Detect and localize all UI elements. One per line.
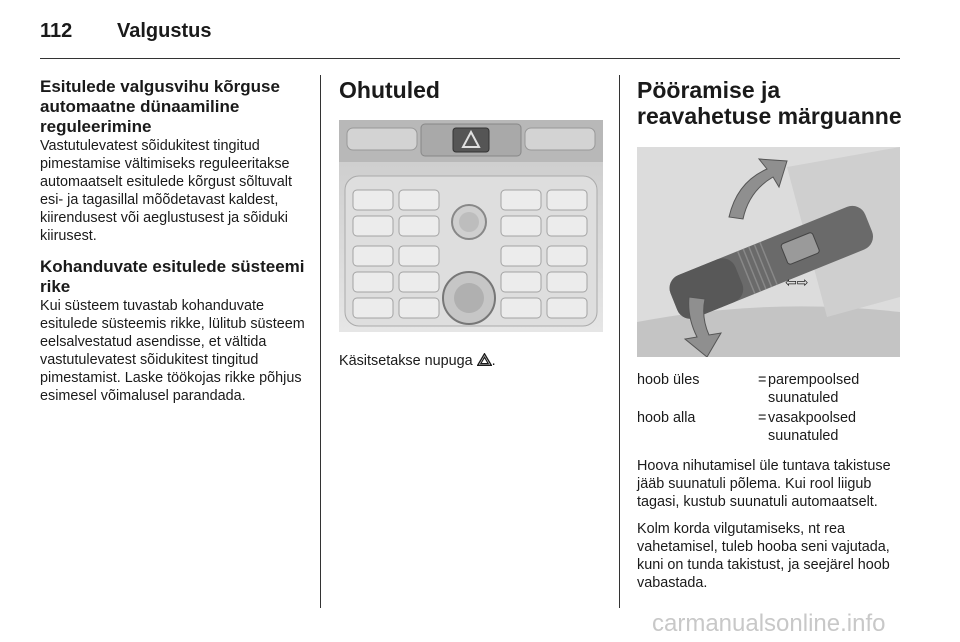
definition-table [637, 371, 902, 445]
definition-term: hoob üles [637, 372, 700, 388]
section-heading-turn-signals: Pööramise ja reavahetuse märguanne [637, 77, 902, 129]
svg-text:⇦⇨: ⇦⇨ [785, 275, 809, 291]
column-divider-1 [320, 75, 321, 608]
hazard-caption-end: . [491, 353, 496, 369]
watermark: carmanualsonline.info [652, 610, 886, 637]
section-heading-afs-fault: Kohanduvate esitulede süsteemi rike [40, 257, 305, 296]
definition-equals: = [758, 372, 767, 388]
section-body-headlight-range: Vastutulevatest sõidukitest tingitud pimestamise vältimiseks reguleeritakse automaatselt esitulede kõrgust sõltuvalt esi- ja tagasillal mõõdetavast kaldest, kiirendusest või aeglustusest ja sõiduki kiirusest. [40, 138, 292, 244]
definition-equals: = [758, 410, 767, 426]
paragraph-lane-change: Hoova nihutamisel üle tuntava takistuse jääb suunatuli põlema. Kui rool liigub tagasi, kustub suunatuli automaatselt. [637, 458, 891, 510]
turn-signal-stalk-photo [637, 147, 900, 357]
section-heading-headlight-range: Esitulede valgusvihu kõrguse automaatne dünaamiline reguleerimine [40, 77, 280, 136]
hazard-caption-text: Käsitsetakse nupuga [339, 353, 473, 369]
hazard-caption [339, 352, 603, 370]
section-body-afs-fault: Kui süsteem tuvastab kohanduvate esitulede süsteemis rikke, lülitub süsteem eelsalvestatud asendisse, et vältida vastutulevatest sõidukitest tingitud pimestamist. Laske töökojas rikke põhjus esimesel võimalusel parandada. [40, 298, 305, 404]
definition-row [637, 371, 902, 407]
section-heading-hazard-lights: Ohutuled [339, 77, 440, 103]
center-console-photo [339, 120, 603, 332]
definition-description: vasakpoolsed suunatuled [768, 410, 857, 444]
column-2 [339, 77, 603, 370]
hazard-triangle-icon [477, 353, 492, 366]
page-title: Valgustus [117, 20, 212, 42]
definition-row [637, 409, 902, 445]
definition-term: hoob alla [637, 410, 696, 426]
definition-description: parempoolsed suunatuled [768, 372, 860, 406]
column-3 [637, 77, 902, 592]
header-rule [40, 58, 900, 59]
paragraph-three-flash: Kolm korda vilgutamiseks, nt rea vahetamisel, tuleb hooba seni vajutada, kuni on tunda takistust, ja seejärel hoob vabastada. [637, 521, 890, 591]
column-1 [40, 77, 306, 405]
column-divider-2 [619, 75, 620, 608]
page-number: 112 [40, 20, 73, 42]
